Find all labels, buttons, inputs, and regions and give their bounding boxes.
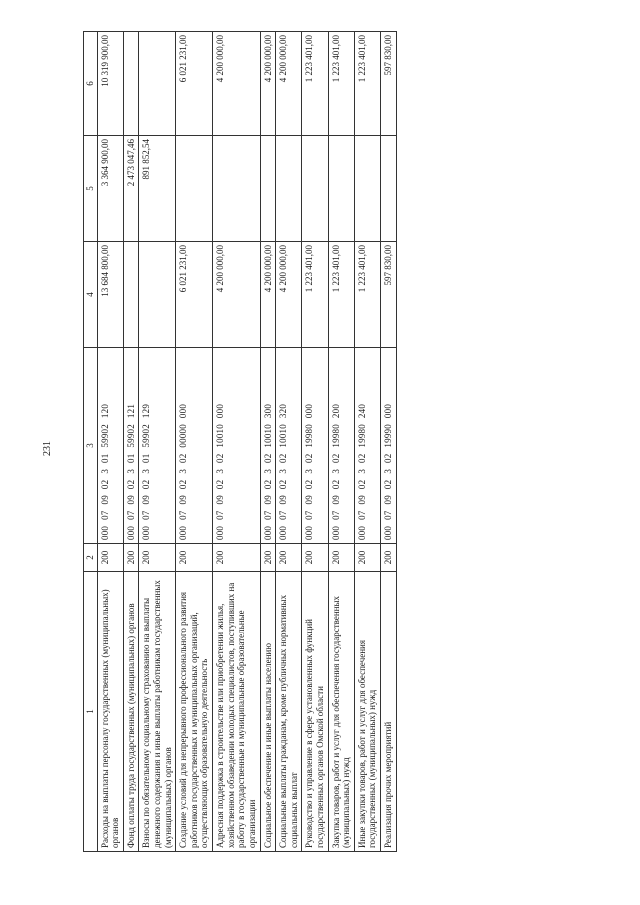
- code-part: 10010: [278, 424, 289, 448]
- code-part: 19980: [330, 424, 341, 448]
- code-part: 02: [278, 453, 289, 463]
- code-part: 02: [215, 453, 226, 463]
- row-classification-code: [139, 348, 176, 544]
- code-part: 300: [262, 403, 273, 419]
- code-part: 02: [141, 479, 152, 490]
- header-col-4: 4: [84, 242, 98, 348]
- code-part: 02: [215, 479, 226, 490]
- code-part: 07: [356, 510, 367, 520]
- header-col-1: 1: [84, 572, 98, 852]
- code-part: 02: [304, 479, 315, 490]
- row-amount-col-6: 4 200 000,00: [213, 32, 260, 136]
- code-part: 07: [215, 510, 226, 520]
- code-part: 3: [330, 468, 341, 474]
- row-code-admin: 200: [139, 544, 176, 572]
- row-classification-code: [176, 348, 213, 544]
- code-part: 07: [262, 510, 273, 520]
- row-amount-col-5: [213, 136, 260, 242]
- table-row: [123, 32, 139, 852]
- budget-table-frame: [83, 32, 523, 852]
- code-part: 07: [141, 510, 152, 520]
- code-part: 10010: [262, 424, 273, 448]
- code-part: 07: [278, 510, 289, 520]
- row-amount-col-6: 4 200 000,00: [276, 32, 302, 136]
- code-part: 000: [304, 525, 315, 540]
- code-part: 02: [278, 479, 289, 490]
- row-amount-col-5: [354, 136, 380, 242]
- code-part: 10010: [215, 424, 226, 448]
- row-amount-col-6: 1 223 401,00: [328, 32, 354, 136]
- row-amount-col-5: [328, 136, 354, 242]
- row-amount-col-6: 6 021 231,00: [176, 32, 213, 136]
- row-classification-code: [260, 348, 276, 544]
- row-amount-col-4: [123, 242, 139, 348]
- code-part: 09: [356, 495, 367, 505]
- row-classification-code: [328, 348, 354, 544]
- code-part: 09: [99, 495, 110, 505]
- row-classification-code: [276, 348, 302, 544]
- page-number: 231: [42, 441, 53, 456]
- row-amount-col-6: [139, 32, 176, 136]
- row-amount-col-4: 4 200 000,00: [213, 242, 260, 348]
- code-part: 02: [262, 453, 273, 463]
- row-classification-code: [302, 348, 328, 544]
- code-part: 3: [262, 468, 273, 474]
- row-amount-col-4: 1 223 401,00: [354, 242, 380, 348]
- table-row: [328, 32, 354, 852]
- code-part: 3: [99, 468, 110, 474]
- code-part: 02: [178, 453, 189, 463]
- code-part: 09: [215, 495, 226, 505]
- row-classification-code: [213, 348, 260, 544]
- row-amount-col-6: 10 319 900,00: [97, 32, 123, 136]
- row-code-admin: 200: [354, 544, 380, 572]
- row-code-admin: 200: [302, 544, 328, 572]
- code-part: 000: [383, 403, 394, 419]
- row-amount-col-6: 597 830,00: [381, 32, 397, 136]
- row-amount-col-4: 6 021 231,00: [176, 242, 213, 348]
- row-amount-col-5: [260, 136, 276, 242]
- code-part: 09: [178, 495, 189, 505]
- code-part: 3: [141, 468, 152, 474]
- code-part: 01: [99, 453, 110, 463]
- code-part: 01: [125, 453, 136, 463]
- header-col-5: 5: [84, 136, 98, 242]
- code-part: 09: [330, 495, 341, 505]
- header-row: [84, 32, 98, 852]
- row-code-admin: 200: [381, 544, 397, 572]
- code-part: 00000: [178, 424, 189, 448]
- row-code-admin: 200: [123, 544, 139, 572]
- code-part: 240: [356, 403, 367, 419]
- code-part: 09: [141, 495, 152, 505]
- code-part: 000: [141, 525, 152, 540]
- code-part: 02: [356, 453, 367, 463]
- code-part: 000: [215, 403, 226, 419]
- row-amount-col-5: 2 473 047,46: [123, 136, 139, 242]
- row-code-admin: 200: [276, 544, 302, 572]
- code-part: 19990: [383, 424, 394, 448]
- row-name: Реализация прочих мероприятий: [381, 572, 397, 852]
- row-amount-col-5: [302, 136, 328, 242]
- row-name: Закупка товаров, работ и услуг для обеспечения государственных (муниципальных) нужд: [328, 572, 354, 852]
- code-part: 3: [125, 468, 136, 474]
- row-classification-code: [354, 348, 380, 544]
- table-row: [302, 32, 328, 852]
- row-amount-col-5: 3 364 900,00: [97, 136, 123, 242]
- row-amount-col-6: 1 223 401,00: [354, 32, 380, 136]
- code-part: 07: [330, 510, 341, 520]
- row-amount-col-6: [123, 32, 139, 136]
- table-row: [354, 32, 380, 852]
- code-part: 59902: [125, 424, 136, 448]
- table-row: [260, 32, 276, 852]
- row-amount-col-5: [176, 136, 213, 242]
- row-classification-code: [381, 348, 397, 544]
- code-part: 000: [262, 525, 273, 540]
- code-part: 09: [304, 495, 315, 505]
- code-part: 000: [383, 525, 394, 540]
- code-part: 19980: [356, 424, 367, 448]
- code-part: 129: [141, 403, 152, 419]
- row-name: Фонд оплаты труда государственных (муниципальных) органов: [123, 572, 139, 852]
- code-part: 59902: [141, 424, 152, 448]
- code-part: 3: [383, 468, 394, 474]
- row-name: Руководство и управление в сфере установленных функций государственных органов Омской области: [302, 572, 328, 852]
- code-part: 02: [99, 479, 110, 490]
- code-part: 07: [99, 510, 110, 520]
- row-name: Социальное обеспечение и иные выплаты населению: [260, 572, 276, 852]
- code-part: 02: [330, 453, 341, 463]
- code-part: 3: [278, 468, 289, 474]
- code-part: 02: [383, 453, 394, 463]
- code-part: 320: [278, 403, 289, 419]
- code-part: 19980: [304, 424, 315, 448]
- code-part: 01: [141, 453, 152, 463]
- code-part: 000: [304, 403, 315, 419]
- row-name: Социальные выплаты гражданам, кроме публичных нормативных социальных выплат: [276, 572, 302, 852]
- row-amount-col-4: 1 223 401,00: [302, 242, 328, 348]
- code-part: 000: [178, 403, 189, 419]
- code-part: 3: [215, 468, 226, 474]
- code-part: 02: [383, 479, 394, 490]
- header-col-2: 2: [84, 544, 98, 572]
- row-classification-code: [123, 348, 139, 544]
- code-part: 3: [178, 468, 189, 474]
- code-part: 3: [356, 468, 367, 474]
- code-part: 120: [99, 403, 110, 419]
- code-part: 02: [356, 479, 367, 490]
- row-amount-col-5: [381, 136, 397, 242]
- table-row: [276, 32, 302, 852]
- row-amount-col-4: 4 200 000,00: [276, 242, 302, 348]
- row-classification-code: [97, 348, 123, 544]
- row-amount-col-4: 1 223 401,00: [328, 242, 354, 348]
- code-part: 000: [215, 525, 226, 540]
- code-part: 09: [278, 495, 289, 505]
- code-part: 000: [356, 525, 367, 540]
- code-part: 02: [178, 479, 189, 490]
- header-col-6: 6: [84, 32, 98, 136]
- code-part: 000: [178, 525, 189, 540]
- row-code-admin: 200: [260, 544, 276, 572]
- row-code-admin: 200: [176, 544, 213, 572]
- code-part: 07: [383, 510, 394, 520]
- code-part: 02: [125, 479, 136, 490]
- row-name: Создание условий для непрерывного профессионального развития работников государственных и муниципальных организаций, осуществляющих образовательную деятельность: [176, 572, 213, 852]
- table-body: [97, 32, 396, 852]
- table-row: [97, 32, 123, 852]
- code-part: 3: [304, 468, 315, 474]
- row-name: Расходы на выплаты персоналу государственных (муниципальных) органов: [97, 572, 123, 852]
- row-amount-col-5: 891 852,54: [139, 136, 176, 242]
- code-part: 000: [99, 525, 110, 540]
- code-part: 59902: [99, 424, 110, 448]
- row-name: Адресная поддержка в строительстве или приобретении жилья, хозяйственном обзаведении молодых специалистов, поступивших на работу в государственные и муниципальные образовательные организации: [213, 572, 260, 852]
- code-part: 07: [125, 510, 136, 520]
- code-part: 07: [304, 510, 315, 520]
- code-part: 000: [278, 525, 289, 540]
- code-part: 09: [262, 495, 273, 505]
- row-amount-col-5: [276, 136, 302, 242]
- table-row: [176, 32, 213, 852]
- code-part: 200: [330, 403, 341, 419]
- row-amount-col-4: [139, 242, 176, 348]
- table-row: [381, 32, 397, 852]
- row-amount-col-6: 4 200 000,00: [260, 32, 276, 136]
- row-code-admin: 200: [328, 544, 354, 572]
- code-part: 000: [330, 525, 341, 540]
- header-col-3: 3: [84, 348, 98, 544]
- code-part: 02: [262, 479, 273, 490]
- code-part: 121: [125, 403, 136, 419]
- row-code-admin: 200: [97, 544, 123, 572]
- code-part: 07: [178, 510, 189, 520]
- code-part: 02: [304, 453, 315, 463]
- row-code-admin: 200: [213, 544, 260, 572]
- code-part: 000: [125, 525, 136, 540]
- budget-table: [83, 31, 397, 852]
- row-name: Взносы по обязательному социальному страхованию на выплаты денежного содержания и иные выплаты работникам государственных (муниципальных) органов: [139, 572, 176, 852]
- table-row: [213, 32, 260, 852]
- row-amount-col-4: 13 684 800,00: [97, 242, 123, 348]
- code-part: 09: [383, 495, 394, 505]
- table-row: [139, 32, 176, 852]
- row-name: Иные закупки товаров, работ и услуг для обеспечения государственных (муниципальных) нужд: [354, 572, 380, 852]
- code-part: 02: [330, 479, 341, 490]
- row-amount-col-6: 1 223 401,00: [302, 32, 328, 136]
- row-amount-col-4: 597 830,00: [381, 242, 397, 348]
- code-part: 09: [125, 495, 136, 505]
- row-amount-col-4: 4 200 000,00: [260, 242, 276, 348]
